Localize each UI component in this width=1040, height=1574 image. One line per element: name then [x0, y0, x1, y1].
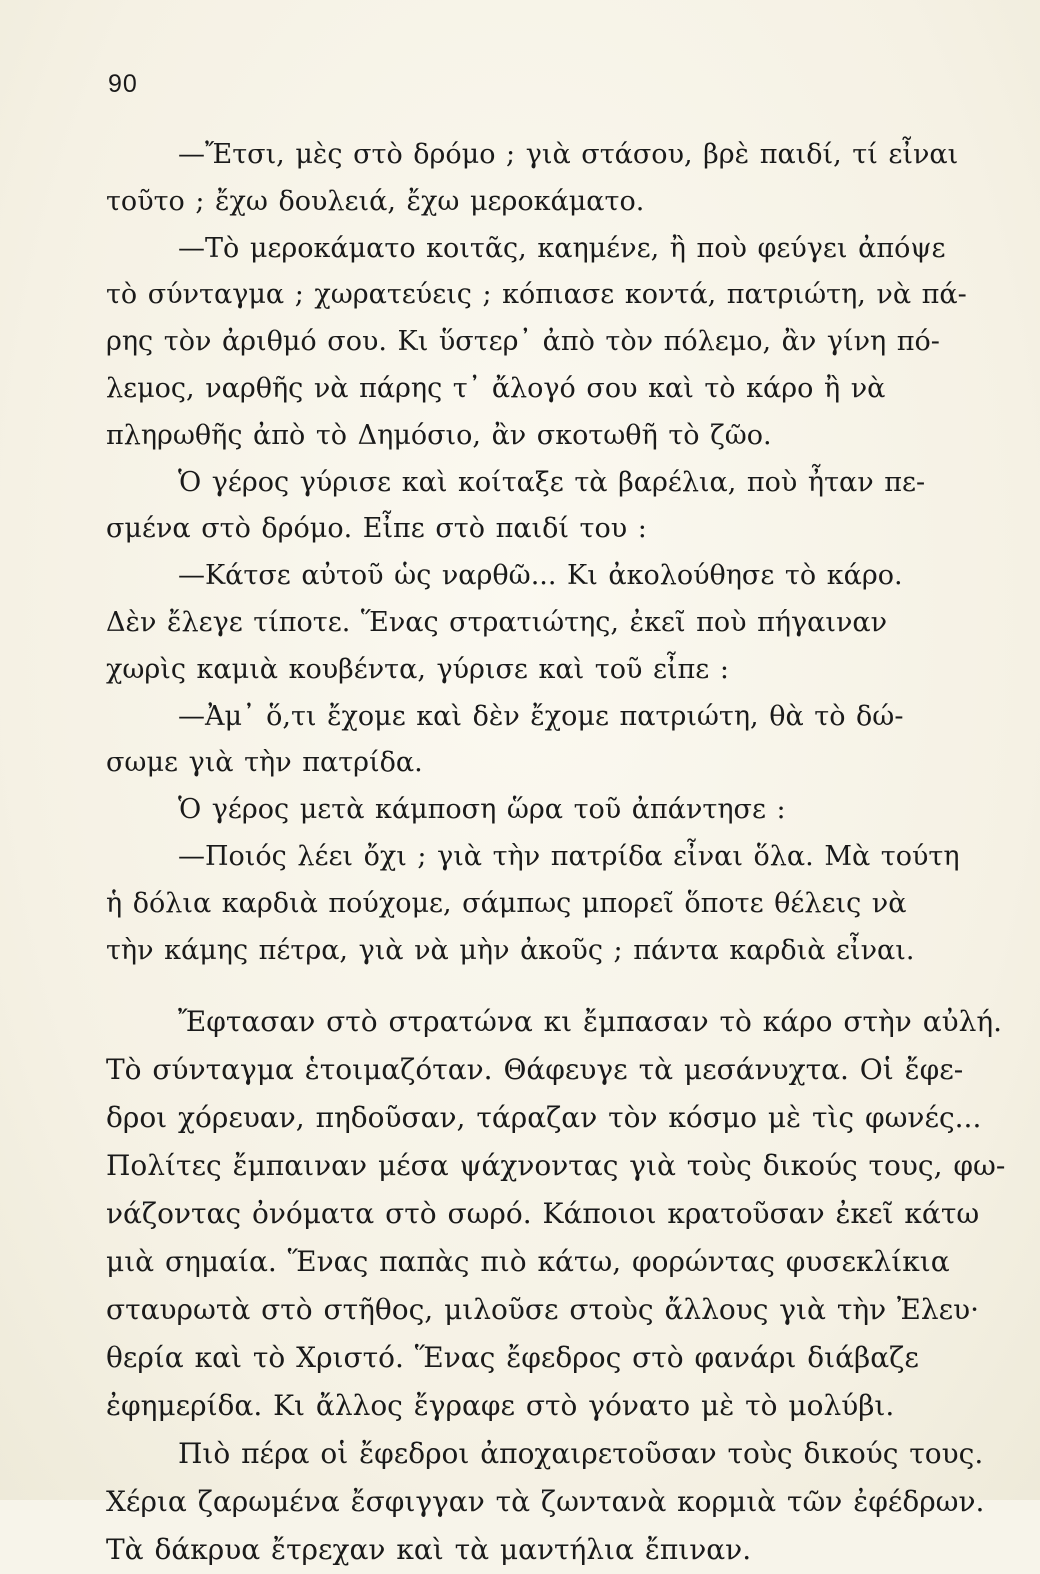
- text-line: ἐφημερίδα. Κι ἄλλος ἔγραφε στὸ γόνατο μὲ τὸ μολύβι.: [106, 1388, 895, 1422]
- text-line: Τὰ δάκρυα ἔτρεχαν καὶ τὰ μαντήλια ἔπιναν.: [106, 1532, 752, 1566]
- text-line: —Ποιός λέει ὄχι ; γιὰ τὴν πατρίδα εἶναι ὅλα. Μὰ τούτη: [178, 840, 960, 872]
- text-line: —Κάτσε αὐτοῦ ὡς ναρθῶ... Κι ἀκολούθησε τὸ κάρο.: [178, 560, 903, 592]
- text-line: Ὁ γέρος μετὰ κάμποση ὥρα τοῦ ἀπάντησε :: [178, 794, 786, 826]
- text-line: δροι χόρευαν, πηδοῦσαν, τάραζαν τὸν κόσμο μὲ τὶς φωνές...: [106, 1100, 982, 1134]
- text-line: σμένα στὸ δρόμο. Εἶπε στὸ παιδί του :: [106, 513, 647, 545]
- text-line: λεμος, ναρθῆς νὰ πάρης τ᾽ ἄλογό σου καὶ τὸ κάρο ἢ νὰ: [106, 372, 886, 404]
- text-line: Πολίτες ἔμπαιναν μέσα ψάχνοντας γιὰ τοὺς δικούς τους, φω-: [106, 1148, 1006, 1182]
- text-line: Δὲν ἔλεγε τίποτε. Ἕνας στρατιώτης, ἐκεῖ ποὺ πήγαιναν: [106, 606, 888, 638]
- text-line: μιὰ σημαία. Ἕνας παπὰς πιὸ κάτω, φορώντας φυσεκλίκια: [106, 1244, 950, 1278]
- page-number: 90: [108, 70, 138, 98]
- text-line: νάζοντας ὀνόματα στὸ σωρό. Κάποιοι κρατοῦσαν ἐκεῖ κάτω: [106, 1196, 980, 1230]
- text-line: τοῦτο ; ἔχω δουλειά, ἔχω μεροκάματο.: [106, 185, 645, 217]
- text-line: Ὁ γέρος γύρισε καὶ κοίταξε τὰ βαρέλια, ποὺ ἦταν πε-: [178, 466, 926, 498]
- text-line: τὴν κάμης πέτρα, γιὰ νὰ μὴν ἀκοῦς ; πάντα καρδιὰ εἶναι.: [106, 934, 915, 966]
- text-line: Τὸ σύνταγμα ἑτοιμαζόταν. Θάφευγε τὰ μεσάνυχτα. Οἱ ἔφε-: [106, 1052, 964, 1086]
- text-line: Ἔφτασαν στὸ στρατώνα κι ἔμπασαν τὸ κάρο στὴν αὐλή.: [178, 1004, 1003, 1038]
- text-line: τὸ σύνταγμα ; χωρατεύεις ; κόπιασε κοντά, πατριώτη, νὰ πά-: [106, 279, 967, 311]
- text-line: πληρωθῆς ἀπὸ τὸ Δημόσιο, ἂν σκοτωθῆ τὸ ζῶο.: [106, 419, 772, 451]
- text-line: θερία καὶ τὸ Χριστό. Ἕνας ἔφεδρος στὸ φανάρι διάβαζε: [106, 1340, 919, 1374]
- text-line: χωρὶς καμιὰ κουβέντα, γύρισε καὶ τοῦ εἶπε :: [106, 653, 729, 685]
- text-line: —Τὸ μεροκάματο κοιτᾶς, καημένε, ἢ ποὺ φεύγει ἀπόψε: [178, 232, 946, 264]
- text-line: Χέρια ζαρωμένα ἔσφιγγαν τὰ ζωντανὰ κορμιὰ τῶν ἐφέδρων.: [106, 1484, 985, 1518]
- text-line: —Ἔτσι, μὲς στὸ δρόμο ; γιὰ στάσου, βρὲ παιδί, τί εἶναι: [178, 139, 959, 170]
- text-line: —Ἀμ᾽ ὅ,τι ἔχομε καὶ δὲν ἔχομε πατριώτη, θὰ τὸ δώ-: [178, 700, 904, 732]
- text-line: σταυρωτὰ στὸ στῆθος, μιλοῦσε στοὺς ἄλλους γιὰ τὴν Ἐλευ·: [106, 1292, 980, 1326]
- text-line: ἡ δόλια καρδιὰ πούχομε, σάμπως μπορεῖ ὅποτε θέλεις νὰ: [106, 887, 907, 919]
- text-line: Πιὸ πέρα οἱ ἔφεδροι ἀποχαιρετοῦσαν τοὺς δικούς τους.: [178, 1436, 984, 1470]
- body-text: [106, 132, 1006, 1574]
- text-line: σωμε γιὰ τὴν πατρίδα.: [106, 747, 423, 779]
- text-line: ρης τὸν ἀριθμό σου. Κι ὕστερ᾽ ἀπὸ τὸν πόλεμο, ἂν γίνη πό-: [106, 326, 940, 358]
